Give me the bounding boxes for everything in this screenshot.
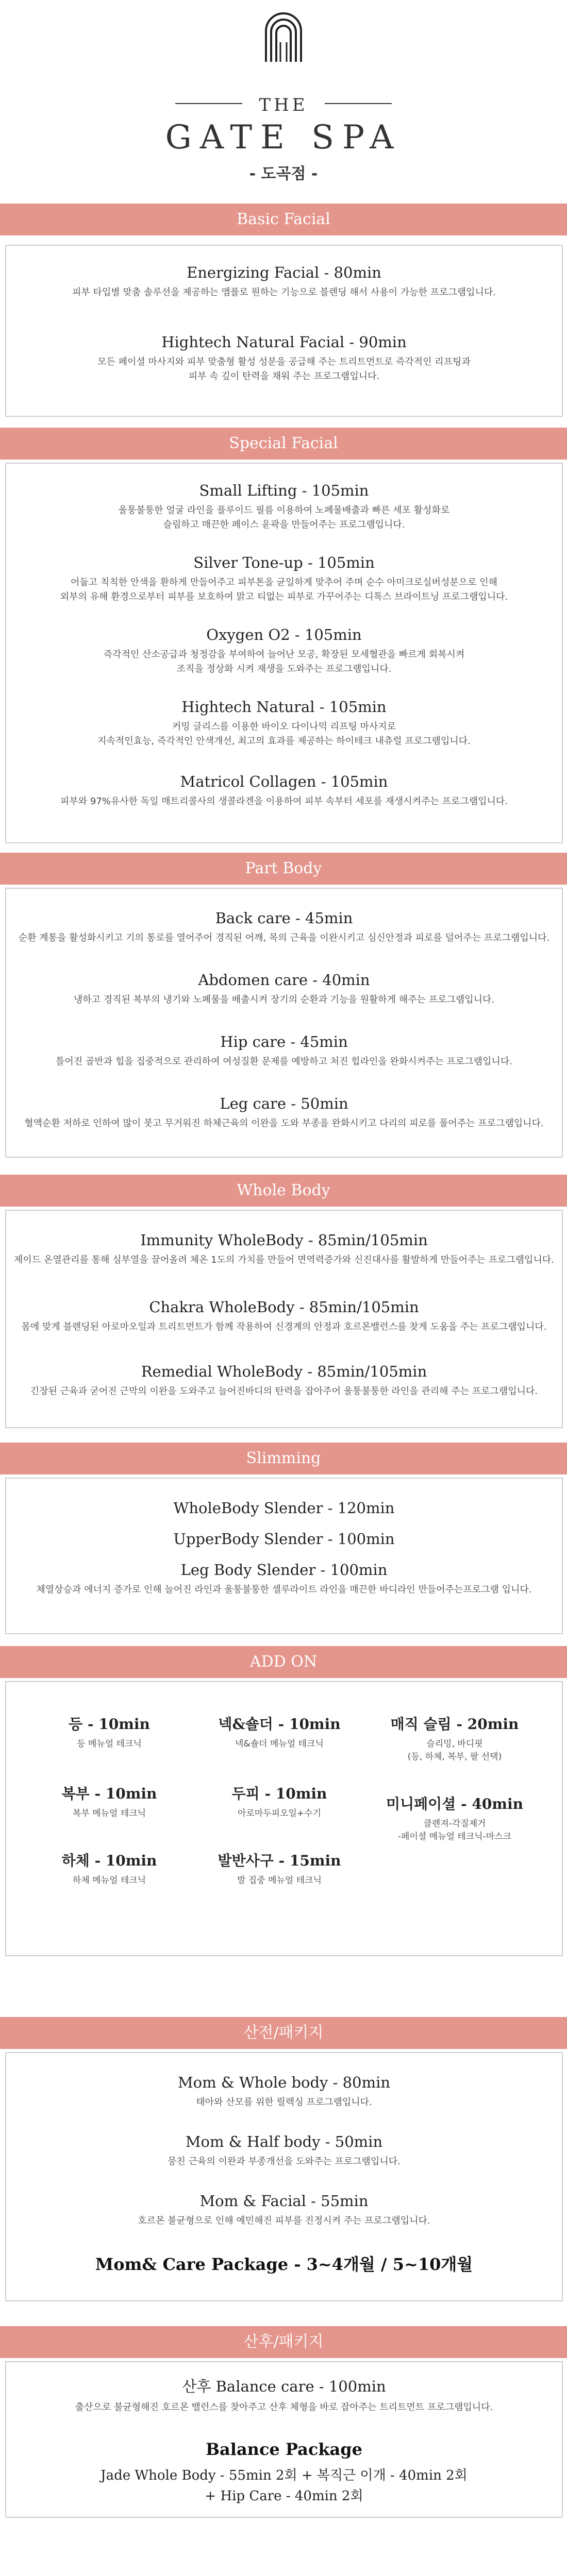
item-name: 넥&숄더 - 10min [218, 1716, 341, 1733]
addon-item [27, 1850, 192, 1887]
item-name: Back care - 45min [215, 909, 353, 927]
item-name: WholeBody Slender - 120min [173, 1499, 395, 1517]
item-desc: 몸에 맞게 블렌딩된 아로마오일과 트리트먼트가 함께 작용하여 신경계의 안정과 호르몬밸런스를 찾게 도움을 주는 프로그램입니다. [21, 1321, 547, 1332]
addon-item [197, 1850, 362, 1887]
item-desc: 틀어진 골반과 힙을 집중적으로 관리하여 여성질환 문제를 예방하고 처진 힙라인을 완화시켜주는 프로그램입니다. [56, 1056, 512, 1067]
item-name: Mom & Facial - 55min [199, 2192, 369, 2210]
item-name: 복부 - 10min [61, 1785, 157, 1802]
brand-name: GATE SPA [165, 118, 402, 157]
menu-item [6, 1298, 562, 1334]
item-desc: 울퉁불퉁한 얼굴 라인을 플루이드 필름 이용하여 노페물배출과 빠른 세포 활성화로 슬림하고 매끈한 페이스 윤곽을 만들어주는 프로그램입니다. [118, 505, 450, 530]
section-box [5, 1210, 563, 1428]
item-desc: 클렌져-각질제거 -페이셜 메뉴얼 테크닉-마스크 [397, 1819, 512, 1842]
addon-item [372, 1713, 537, 1764]
section-title: 산전/패키지 [0, 2017, 567, 2049]
item-desc: 피부와 97%유사한 독일 매트리콜사의 생콜라겐을 이용하여 피부 속부터 세포를 재생시켜주는 프로그램입니다. [60, 796, 508, 807]
menu-item [6, 554, 562, 604]
brand-the: THE [259, 95, 308, 115]
item-name: 두피 - 10min [231, 1785, 327, 1802]
package-line: + Hip Care - 40min 2회 [205, 2488, 363, 2504]
package-title: Balance Package [206, 2439, 362, 2459]
menu-item [6, 626, 562, 676]
item-name: 미니페이셜 - 40min [386, 1795, 523, 1812]
item-name: Chakra WholeBody - 85min/105min [149, 1298, 419, 1316]
item-desc: 태아와 산모를 위한 릴렉싱 프로그램입니다. [196, 2097, 372, 2108]
menu-item [6, 773, 562, 809]
section-title: Part Body [0, 853, 567, 885]
item-name: Mom & Half body - 50min [185, 2133, 383, 2150]
section-title: ADD ON [0, 1646, 567, 1678]
branch-name: - 도곡점 - [249, 165, 318, 183]
item-desc: 냉하고 경직된 복부의 냉기와 노폐물을 배출시켜 장기의 순환과 기능을 원활하게 해주는 프로그램입니다. [73, 994, 495, 1005]
item-name: 하체 - 10min [61, 1852, 157, 1869]
menu-item [6, 1530, 562, 1548]
item-desc: 호르몬 불균형으로 인해 예민해진 피부를 진정시켜 주는 프로그램입니다. [138, 2215, 430, 2226]
menu-item [6, 1499, 562, 1517]
item-desc: 발 집중 메뉴얼 테크닉 [237, 1875, 322, 1886]
section-box [5, 245, 563, 417]
menu-item [6, 1231, 562, 1267]
menu-item [6, 1033, 562, 1069]
menu-item [6, 264, 562, 300]
item-desc: 넥&숄더 메뉴얼 테크닉 [235, 1739, 324, 1749]
menu-item [6, 1095, 562, 1131]
section-box [5, 2361, 563, 2518]
item-name: Matricol Collagen - 105min [180, 773, 388, 790]
item-name: Silver Tone-up - 105min [193, 554, 375, 571]
item-desc: 모든 페이셜 마사지와 피부 맞춤형 활성 성분을 공급해 주는 트리트먼트로 즉각적인 리프팅과 피부 속 깊이 탄력을 채워 주는 프로그램입니다. [97, 357, 471, 382]
item-name: Oxygen O2 - 105min [206, 626, 362, 643]
package-line: Jade Whole Body - 55min 2회 + 복직근 이개 - 40min 2회 [101, 2468, 468, 2483]
section-box [5, 463, 563, 843]
addon-item [27, 1713, 192, 1751]
section-box [5, 2052, 563, 2301]
addon-item [197, 1713, 362, 1751]
menu-item [6, 698, 562, 749]
arch-gate-logo [263, 11, 304, 63]
item-desc: 슬리밍, 바디핏 (등, 하체, 복부, 팔 선택) [407, 1739, 502, 1762]
addon-item [27, 1783, 192, 1820]
item-desc: 즉각적인 산소공급과 청정감을 부여하여 늘어난 모공, 확장된 모세혈관을 빠르게 회복시켜 조직을 정상화 시켜 재생을 도와주는 프로그램입니다. [103, 649, 465, 674]
item-desc: 어둡고 칙칙한 안색을 환하게 만들어주고 피부톤을 균일하게 맞추어 주며 순수 아미크로실버성분으로 인해 외부의 유해 환경으로부터 피부를 보호하여 맑고 티없는 피부로 가꾸어주는 디톡스 브라이트닝 프로그램입니다. [60, 577, 508, 602]
item-name: 발반사구 - 15min [218, 1852, 341, 1869]
item-name: Hip care - 45min [220, 1033, 348, 1050]
item-desc: 긴장된 근육과 굳어진 근막의 이완을 도와주고 늘어진바디의 탄력을 잡아주어 울퉁불퉁한 라인을 관리해 주는 프로그램입니다. [30, 1386, 538, 1397]
item-name: Abdomen care - 40min [198, 971, 370, 989]
item-name: Energizing Facial - 80min [187, 264, 381, 281]
item-name: Hightech Natural Facial - 90min [161, 333, 407, 351]
menu-item [6, 1363, 562, 1399]
item-desc: 혈액순환 저하로 인하여 많이 붓고 무거워진 하체근육의 이완을 도와 부종을 완화시키고 다리의 피로를 풀어주는 프로그램입니다. [24, 1118, 544, 1129]
item-desc: 피부 타입별 맞춤 솔루션을 제공하는 앰플로 원하는 기능으로 블렌딩 해서 사용이 가능한 프로그램입니다. [72, 287, 496, 298]
item-name: UpperBody Slender - 100min [173, 1530, 395, 1548]
section-box [5, 1478, 563, 1634]
item-desc: 뭉친 근육의 이완과 부종개선을 도와주는 프로그램입니다. [168, 2156, 401, 2167]
section-box [5, 1681, 563, 1956]
menu-item [6, 971, 562, 1007]
menu-item [6, 482, 562, 532]
package-title: Mom& Care Package - 3~4개월 / 5~10개월 [95, 2255, 473, 2274]
item-name: 등 - 10min [69, 1716, 150, 1733]
menu-item [6, 2375, 562, 2415]
item-desc: 하체 메뉴얼 테크닉 [72, 1875, 146, 1886]
section-title: Special Facial [0, 428, 567, 460]
section-title: 산후/패키지 [0, 2326, 567, 2358]
menu-item [6, 2074, 562, 2110]
item-desc: 등 메뉴얼 테크닉 [77, 1739, 142, 1749]
item-name: 매직 슬림 - 20min [390, 1716, 519, 1733]
item-name: 산후 Balance care - 100min [182, 2378, 386, 2395]
menu-item [6, 2192, 562, 2228]
header [0, 0, 567, 196]
item-desc: 제이드 온열관리를 통해 심부열을 끌어올려 체온 1도의 가치를 만들어 면역력증가와 신진대사를 활발하게 만들어주는 프로그램입니다. [14, 1255, 554, 1265]
item-desc: 복부 메뉴얼 테크닉 [72, 1808, 146, 1819]
menu-item [6, 333, 562, 384]
section-title: Basic Facial [0, 204, 567, 235]
item-desc: 출산으로 불균형해진 호르몬 밸런스를 찾아주고 산후 체형을 바로 잡아주는 트리트먼트 프로그램입니다. [75, 2402, 493, 2413]
item-name: Leg Body Slender - 100min [180, 1561, 388, 1579]
menu-item [6, 1561, 562, 1597]
item-desc: 커밍 글리스를 이용한 바이오 다이나믹 리프팅 마사지로 지속적인효능, 즉각적인 안색개선, 최고의 효과를 제공하는 하이테크 내츄럴 프로그램입니다. [97, 721, 471, 747]
section-box [5, 888, 563, 1158]
item-desc: 순환 계통을 활성화시키고 기의 통로를 열어주어 경직된 어깨, 목의 근육을 이완시키고 심신안정과 피로를 덜어주는 프로그램입니다. [18, 933, 550, 943]
brand-the-row [175, 92, 392, 123]
item-name: Remedial WholeBody - 85min/105min [141, 1363, 427, 1380]
addon-item [197, 1783, 362, 1820]
item-name: Hightech Natural - 105min [181, 698, 387, 716]
section-title: Slimming [0, 1443, 567, 1475]
addon-item [372, 1793, 537, 1843]
item-name: Immunity WholeBody - 85min/105min [140, 1231, 428, 1249]
item-desc: 아로마두피오일+수기 [237, 1808, 322, 1819]
section-title: Whole Body [0, 1175, 567, 1207]
divider [325, 103, 392, 104]
item-desc: 체열상승과 에너지 증가로 인해 늘어진 라인과 울퉁불퉁한 셀루라이트 라인을 매끈한 바디라인 만들어주는프로그램 입니다. [36, 1584, 532, 1595]
item-name: Leg care - 50min [220, 1095, 348, 1112]
menu-item [6, 2133, 562, 2169]
item-name: Mom & Whole body - 80min [177, 2074, 391, 2091]
item-name: Small Lifting - 105min [199, 482, 369, 499]
menu-item [6, 909, 562, 945]
